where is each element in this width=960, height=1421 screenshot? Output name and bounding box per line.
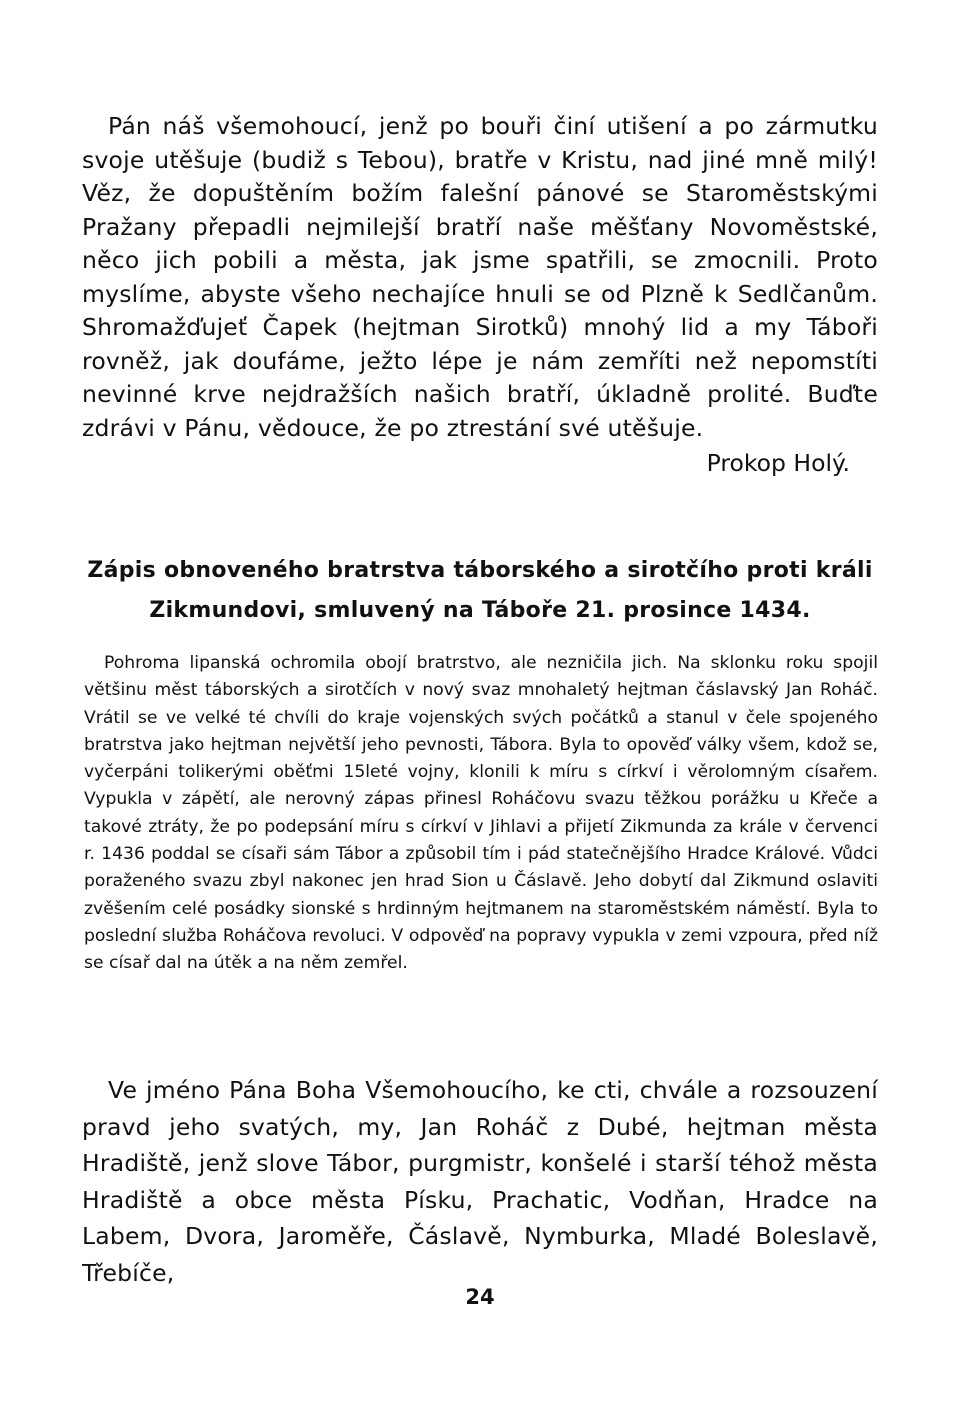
intro-section [84, 650, 878, 978]
letter-section [82, 110, 878, 445]
section-heading-line-1: Zápis obnoveného bratrstva táborského a sirotčího proti králi [87, 558, 873, 583]
letter-signature: Prokop Holý. [706, 449, 850, 477]
document-section [82, 1072, 878, 1291]
section-heading [82, 551, 878, 631]
intro-paragraph: Pohroma lipanská ochromila obojí bratrstvo, ale nezničila jich. Na sklonku roku spojil většinu měst táborských a sirotčích v nový svaz mnohaletý hejtman čáslavský Jan Roháč. Vrátil se ve velké té chvíli do kraje vojenských svých počátků a stanul v čele spojeného bratrstva jako hejtman největší jeho pevnosti, Tábora. Byla to opověď války všem, kdož se, vyčerpáni tolikerými oběťmi 15leté vojny, klonili k míru s církví i věrolomným císařem. Vypukla v zápětí, ale nerovný zápas přinesl Roháčovu svazu těžkou porážku u Křeče a takové ztráty, že po podepsání míru s církví v Jihlavi a přijetí Zikmunda za krále v červenci r. 1436 poddal se císaři sám Tábor a způsobil tím i pád statečnějšího Hradce Králové. Vůdci poraženého svazu zbyl nakonec jen hrad Sion u Čáslavě. Jeho dobytí dal Zikmund oslaviti zvěšením celé posádky sionské s hrdinným hejtmanem na staroměstském náměstí. Byla to poslední služba Roháčova revoluci. V odpověď na popravy vypukla v zemi vzpoura, před níž se císař dal na útěk a na něm zemřel. [84, 653, 878, 974]
section-heading-line-2: Zikmundovi, smluvený na Táboře 21. prosince 1434. [149, 598, 811, 623]
letter-paragraph: Pán náš všemohoucí, jenž po bouři činí utišení a po zármutku svoje utěšuje (budiž s Tebou), bratře v Kristu, nad jiné mně milý! Věz, že dopuštěním božím falešní pánové se Staroměstskými Pražany přepadli nejmilejší bratří naše měšťany Novoměstské, něco jich pobili a města, jak jsme spatřili, se zmocnili. Proto myslíme, abyste všeho nechajíce hnuli se od Plzně k Sedlčanům. Shromažďujeť Čapek (hejtman Sirotků) mnohý lid a my Táboři rovněž, jak doufáme, ježto lépe je nám zemříti než nepomstíti nevinné krve nejdražších našich bratří, úkladně prolité. Buďte zdrávi v Pánu, vědouce, že po ztrestání své utěšuje. [82, 112, 878, 442]
document-paragraph: Ve jméno Pána Boha Všemohoucího, ke cti, chvále a rozsouzení pravd jeho svatých, my, Jan Roháč z Dubé, hejtman města Hradiště, jenž slove Tábor, purgmistr, konšelé i starší téhož města Hradiště a obce města Písku, Prachatic, Vodňan, Hradce na Labem, Dvora, Jaroměře, Čáslavě, Nymburka, Mladé Boleslavě, Třebíče, [82, 1076, 878, 1287]
page-number: 24 [465, 1285, 495, 1309]
